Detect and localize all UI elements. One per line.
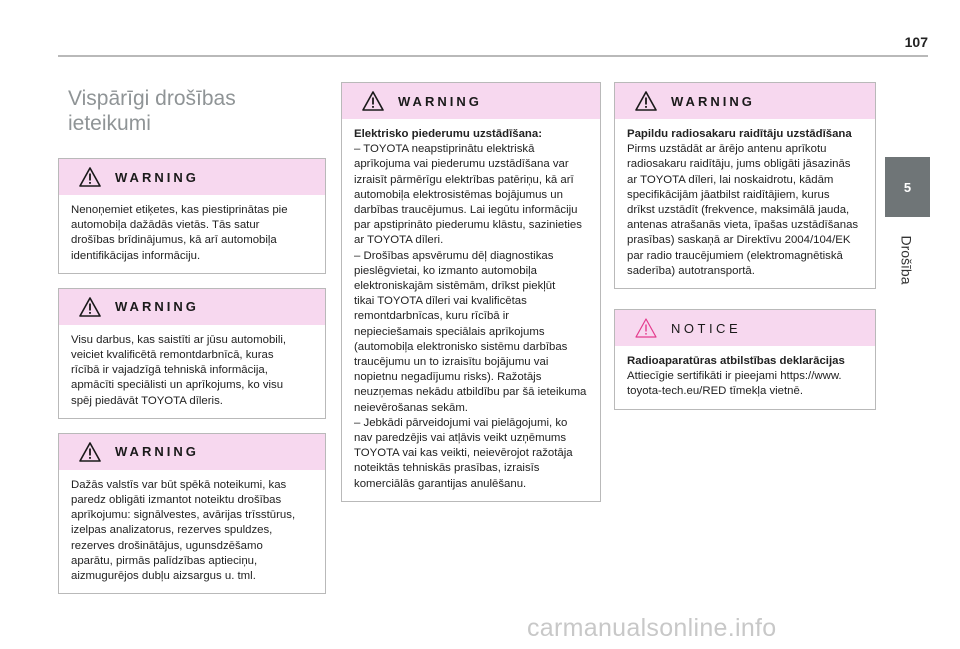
body-line: par apstiprināto piederumu klāstu, sazinieties xyxy=(354,219,582,232)
column-1 xyxy=(58,82,326,608)
section-title-line1: Vispārīgi drošības xyxy=(68,87,236,110)
warning-triangle-icon xyxy=(79,442,101,462)
chapter-label-text: Drošība xyxy=(899,235,915,285)
warning-body xyxy=(59,470,325,593)
body-line: aprīkojuma vai piederumu uzstādīšana var xyxy=(354,158,569,171)
body-line: neuzņemas nekādu atbildību par šā ieteikuma xyxy=(354,386,587,399)
page-number: 107 xyxy=(904,34,928,50)
warning-box xyxy=(58,158,326,274)
warning-body xyxy=(615,119,875,288)
chapter-label xyxy=(884,220,930,300)
warning-header-text: WARNING xyxy=(671,93,755,109)
body-line: automobiļa elektrosistēmas bojājumus un xyxy=(354,188,563,201)
body-line: Attiecīgie sertifikāti ir pieejami https://www. xyxy=(627,370,842,383)
body-line: rezerves drošinātājus, ugunsdzēšamo xyxy=(71,539,263,552)
body-line: paredz obligāti izmantot noteiktu drošības xyxy=(71,494,282,507)
watermark: carmanualsonline.info xyxy=(527,614,777,642)
warning-header xyxy=(59,289,325,325)
body-line: aizmugurējos dubļu aizsargus u. tml. xyxy=(71,570,256,583)
body-line: Nenoņemiet etiķetes, kas piestiprinātas pie xyxy=(71,204,288,216)
body-line: nopietnu negadījumu risks). Ražotājs xyxy=(354,371,542,384)
body-line: spēj piedāvāt TOYOTA dīleris. xyxy=(71,394,223,407)
body-line: Pirms uzstādāt ar ārējo antenu aprīkotu xyxy=(627,143,827,156)
body-line: – TOYOTA neapstiprinātu elektriskā xyxy=(354,143,535,156)
body-line: (automobiļa elektronisko sistēmu darbības xyxy=(354,340,568,353)
warning-triangle-icon xyxy=(79,297,101,317)
body-line: radiosakaru raidītāju, jums obligāti jāsazinās xyxy=(627,158,851,171)
warning-box xyxy=(614,82,876,289)
body-line: saderība) autotransportā. xyxy=(627,264,755,277)
body-line: nepieciešamais speciālais aprīkojums xyxy=(354,325,545,338)
body-line: aparātu, pirmās palīdzības aptieciņu, xyxy=(71,554,258,567)
warning-box xyxy=(58,288,326,419)
body-line: Dažās valstīs var būt spēkā noteikumi, kas xyxy=(71,478,287,491)
warning-header-text: WARNING xyxy=(115,299,199,315)
notice-body xyxy=(615,346,875,409)
body-line: aprīkojumu: signālvestes, avārijas trīsstūrus, xyxy=(71,509,296,522)
box-subtitle: Radioaparatūras atbilstības deklarācijas xyxy=(627,355,845,368)
chapter-number: 5 xyxy=(903,179,912,195)
body-line: – Jebkādi pārveidojumi vai pielāgojumi, ko xyxy=(354,416,568,429)
body-line: remontdarbnīcas, kuru rīcībā ir xyxy=(354,310,510,323)
warning-header xyxy=(59,434,325,470)
body-line: TOYOTA vai kas veikti, neievērojot ražotāja xyxy=(354,447,573,460)
warning-header-text: WARNING xyxy=(115,169,199,185)
notice-header xyxy=(615,310,875,346)
header-rule xyxy=(58,55,928,57)
warning-header xyxy=(59,159,325,195)
section-title-line2: ieteikumi xyxy=(68,112,151,135)
body-line: Visu darbus, kas saistīti ar jūsu automobili, xyxy=(71,333,287,346)
box-subtitle: Papildu radiosakaru raidītāju uzstādīšana xyxy=(627,128,852,140)
column-2 xyxy=(341,82,601,516)
body-line: toyota-tech.eu/RED tīmekļa vietnē. xyxy=(627,385,804,398)
body-line: – Drošības apsvērumu dēļ diagnostikas xyxy=(354,249,554,262)
body-line: elektroniskajām sistēmām, drīkst piekļūt xyxy=(354,280,556,293)
body-line: noteiktās tehniskās prasības, izraisīs xyxy=(354,462,540,475)
body-line: specifikācijām jāatbilst raidītājiem, kurus xyxy=(627,188,830,201)
notice-header-text: NOTICE xyxy=(671,320,742,336)
body-line: darbības traucējumus. Lai iegūtu informāciju xyxy=(354,204,578,217)
body-line: ar TOYOTA dīleri. xyxy=(354,234,444,247)
notice-box xyxy=(614,309,876,410)
body-line: veiciet kvalificētā remontdarbnīcā, kuras xyxy=(71,349,274,362)
warning-triangle-icon xyxy=(79,167,101,187)
warning-header-text: WARNING xyxy=(398,93,482,109)
warning-box xyxy=(341,82,601,502)
body-line: apmācīti speciālisti un aprīkojums, ko visu xyxy=(71,379,284,392)
body-line: izraisīt pārmērīgu elektrības patēriņu, kā arī xyxy=(354,173,574,186)
body-line: izelpas analizatorus, rezerves spuldzes, xyxy=(71,524,273,537)
warning-body xyxy=(342,119,600,501)
body-line: traucējumu un to izraisītu bojājumu vai xyxy=(354,356,549,369)
body-line: pieslēgvietai, ko izmanto automobiļa xyxy=(354,264,537,277)
body-line: drošības brīdinājumus, kā arī automobiļa xyxy=(71,234,277,247)
warning-header xyxy=(342,83,600,119)
body-line: neievērošanas sekām. xyxy=(354,401,468,414)
warning-header xyxy=(615,83,875,119)
body-line: drīkst uzstādīt (frekvence, maksimālā jauda, xyxy=(627,204,850,217)
body-line: tikai TOYOTA dīleri vai kvalificētas xyxy=(354,295,527,308)
body-line: rīcībā ir vajadzīgā tehniskā informācija, xyxy=(71,364,268,377)
warning-triangle-icon xyxy=(635,91,657,111)
body-line: antenas atrašanās vieta, īpašas uzstādīšanas xyxy=(627,219,859,232)
warning-body xyxy=(59,325,325,418)
body-line: ar TOYOTA dīleri, lai noskaidrotu, kādām xyxy=(627,173,834,186)
body-line: par radio traucējumiem (elektromagnētiskā xyxy=(627,249,843,262)
warning-box xyxy=(58,433,326,594)
notice-triangle-icon xyxy=(635,318,657,338)
warning-body xyxy=(59,195,325,273)
chapter-tab[interactable] xyxy=(885,157,930,217)
body-line: identifikācijas informāciju. xyxy=(71,249,201,262)
warning-triangle-icon xyxy=(362,91,384,111)
warning-header-text: WARNING xyxy=(115,444,199,460)
body-line: automobiļa dažādās vietās. Tās satur xyxy=(71,219,260,232)
section-title xyxy=(68,86,326,136)
body-line: prasības) saskaņā ar Direktīvu 2004/104/EK xyxy=(627,234,851,247)
body-line: komerciālās garantijas anulēšanu. xyxy=(354,477,527,490)
box-subtitle: Elektrisko piederumu uzstādīšana: xyxy=(354,128,543,140)
body-line: nav paredzējis vai atļāvis veikt uzņēmums xyxy=(354,432,567,445)
column-3 xyxy=(614,82,876,424)
